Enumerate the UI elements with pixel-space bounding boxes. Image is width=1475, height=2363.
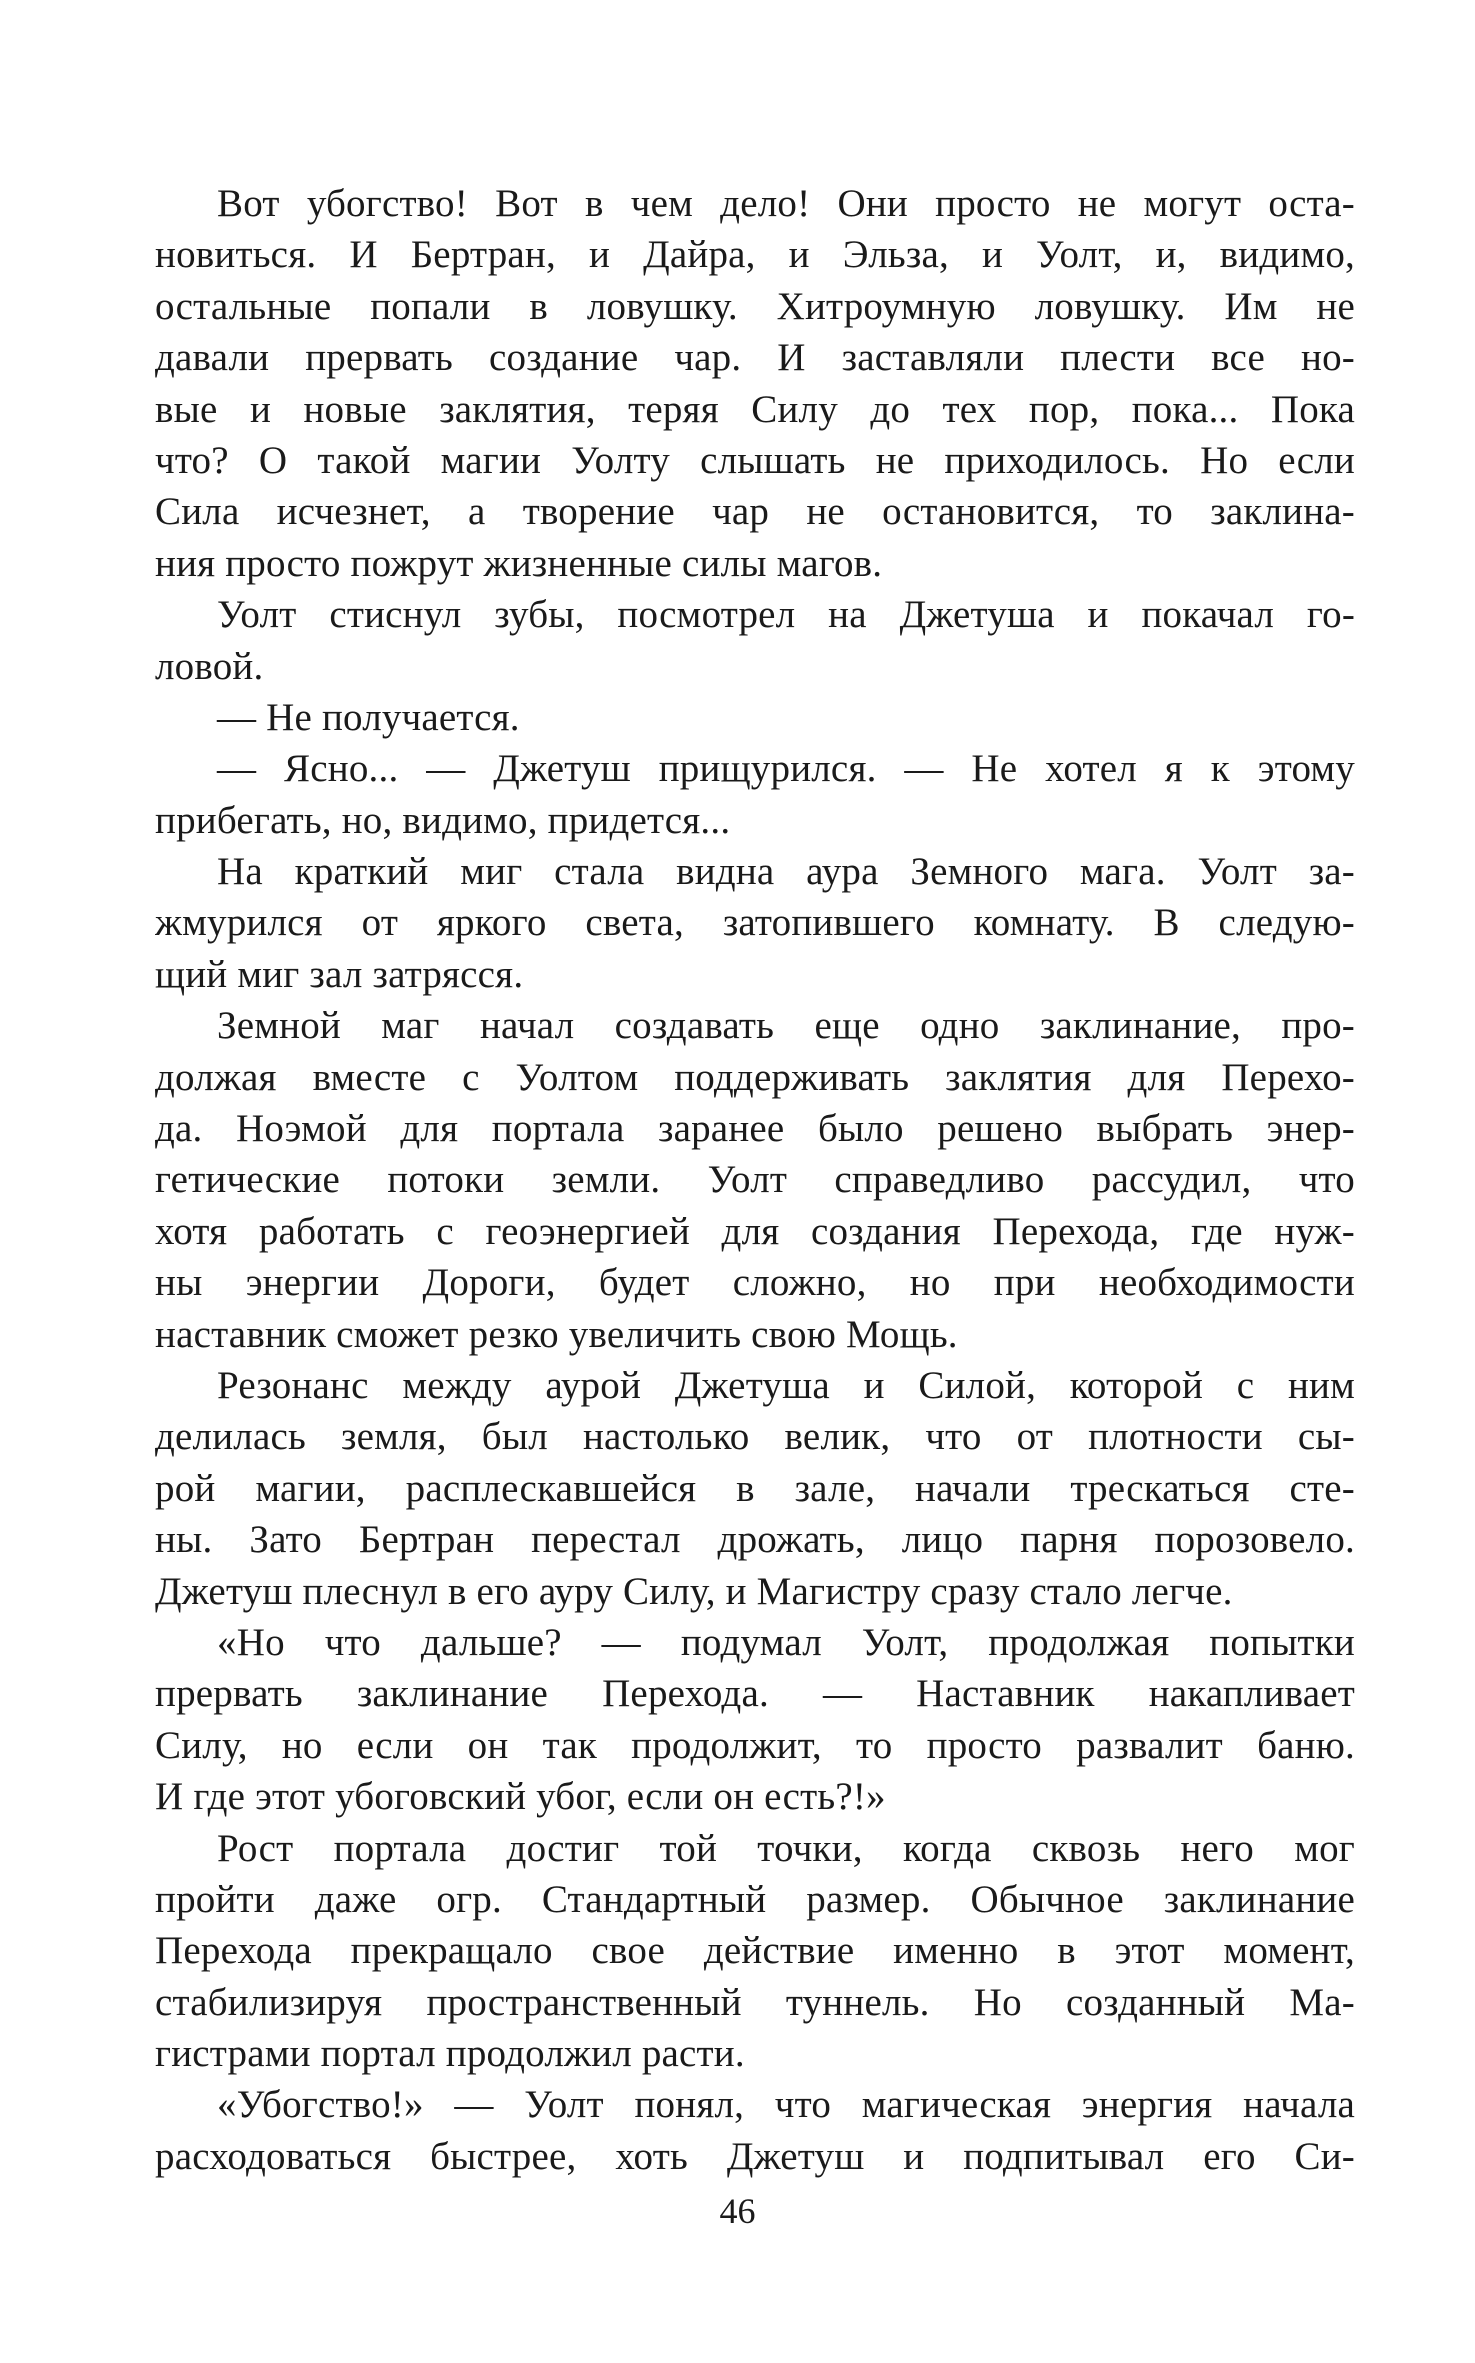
text-line: ловой. (155, 644, 264, 688)
text-line: Резонанс между аурой Джетуша и Силой, которой с ним (217, 1363, 1355, 1407)
text-line: «Но что дальше? — подумал Уолт, продолжая попытки (217, 1620, 1355, 1664)
text-line: стабилизируя пространственный туннель. Но созданный Ма- (155, 1980, 1355, 2024)
text-line: пройти даже огр. Стандартный размер. Обычное заклинание (155, 1877, 1355, 1921)
text-line: остальные попали в ловушку. Хитроумную ловушку. Им не (155, 284, 1355, 328)
text-line: Джетуш плеснул в его ауру Силу, и Магистру сразу стало легче. (155, 1569, 1233, 1613)
text-line: Земной маг начал создавать еще одно заклинание, про- (217, 1004, 1355, 1048)
text-line: гистрами портал продолжил расти. (155, 2032, 745, 2076)
text-line: что? О такой магии Уолту слышать не приходилось. Но если (155, 438, 1355, 482)
text-line: расходоваться быстрее, хоть Джетуш и подпитывал его Си- (155, 2134, 1355, 2178)
text-line: — Не получается. (217, 695, 520, 739)
text-line: Сила исчезнет, а творение чар не остановится, то заклина- (155, 490, 1355, 534)
text-line: Силу, но если он так продолжит, то просто развалит баню. (155, 1723, 1355, 1767)
text-line: должая вместе с Уолтом поддерживать заклятия для Перехо- (155, 1055, 1355, 1099)
text-line: вые и новые заклятия, теряя Силу до тех пор, пока... Пока (155, 387, 1355, 431)
text-line: «Убогство!» — Уолт понял, что магическая энергия начала (217, 2083, 1355, 2127)
text-line: И где этот убоговский убог, если он есть?!» (155, 1775, 886, 1819)
text-line: да. Ноэмой для портала заранее было решено выбрать энер- (155, 1107, 1355, 1151)
text-line: наставник сможет резко увеличить свою Мощь. (155, 1312, 958, 1356)
text-line: прервать заклинание Перехода. — Наставник накапливает (155, 1672, 1355, 1716)
text-line: хотя работать с геоэнергией для создания Перехода, где нуж- (155, 1209, 1355, 1253)
text-line: щий миг зал затрясся. (155, 952, 524, 996)
text-line: прибегать, но, видимо, придется... (155, 798, 731, 842)
text-line: Рост портала достиг той точки, когда сквозь него мог (217, 1826, 1355, 1870)
text-line: Уолт стиснул зубы, посмотрел на Джетуша и покачал го- (217, 593, 1355, 637)
body-text (155, 178, 1355, 2182)
text-line: давали прервать создание чар. И заставляли плести все но- (155, 336, 1355, 380)
page-number: 46 (719, 2191, 756, 2231)
text-line: рой магии, расплескавшейся в зале, начали трескаться сте- (155, 1466, 1355, 1510)
text-line: Вот убогство! Вот в чем дело! Они просто не могут оста- (217, 182, 1355, 225)
text-line: жмурился от яркого света, затопившего комнату. В следую- (155, 901, 1355, 945)
text-line: На краткий миг стала видна аура Земного мага. Уолт за- (217, 850, 1355, 894)
text-line: ния просто пожрут жизненные силы магов. (155, 541, 883, 585)
text-line: делилась земля, был настолько велик, что от плотности сы- (155, 1415, 1355, 1459)
text-line: гетические потоки земли. Уолт справедливо рассудил, что (155, 1158, 1355, 1202)
text-line: ны. Зато Бертран перестал дрожать, лицо парня порозовело. (155, 1518, 1355, 1562)
text-line: ны энергии Дороги, будет сложно, но при необходимости (155, 1261, 1355, 1305)
text-line: Перехода прекращало свое действие именно в этот момент, (155, 1929, 1355, 1973)
text-line: — Ясно... — Джетуш прищурился. — Не хотел я к этому (217, 747, 1355, 791)
text-line: новиться. И Бертран, и Дайра, и Эльза, и Уолт, и, видимо, (155, 233, 1355, 277)
